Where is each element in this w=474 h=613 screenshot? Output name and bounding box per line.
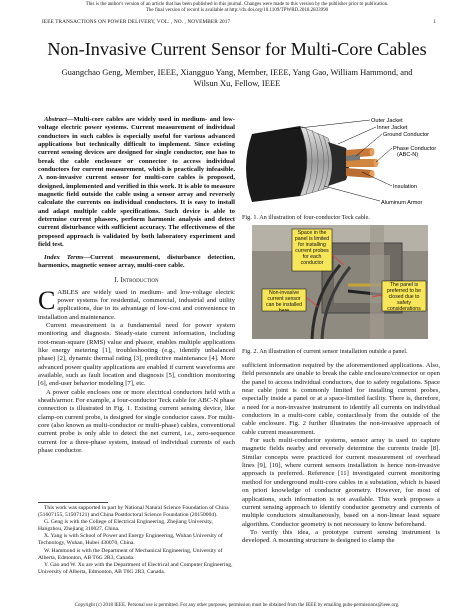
authors-line-2: Wilsun Xu, Fellow, IEEE (193, 78, 281, 88)
section-heading-introduction: I. Introduction (114, 276, 159, 285)
label-aluminum-armor: Aluminum Armor (381, 200, 423, 206)
sensor-install-note: Non-invasive current sensor can be installed here (265, 290, 303, 311)
paper-title: Non-Invasive Current Sensor for Multi-Core Cables (47, 39, 427, 59)
index-terms-label: Index Terms (44, 253, 84, 261)
intro-paragraph-3: A power cable encloses one or more electrical conductors held with a sheath/armor. For example, a four-conductor Teck cable for ABC-N phase connection is illustrated in Fig. 1. Existing current sensing device, like clamp-on current probe, is designed for single conductor cases. For multi-core (also known as multi-conductor or multi-phase) cables, conventional current probe is only able to detect the net current, i.e., zero-sequence current for a three-phase system, instead of individual currents of each phase conductor. (38, 388, 235, 455)
author-list (60, 67, 414, 89)
right-paragraph-2: For such multi-conductor systems, sensor array is used to capture magnetic fields nearby and reversely determine the currents inside [8]. Similar concepts were practiced for current measurement of overhead lines [9], [10], where current sensors installation is hence non-invasive approach is preferred. Reference [11] investigated current monitoring method for underground multi-core cables in a substation, which is based on priori knowledge of conductor geometry. However, for most of applications, such information is not available. This work proposes a current sensing approach to identify conductor geometry and currents of multiple conductors simultaneously, based on a non-linear least square algorithm. Conductor geometry is not necessary to know beforehand. (242, 437, 440, 528)
authors-line-1: Guangchao Geng, Member, IEEE, Xiangguo Yang, Member, IEEE, Yang Gao, William Hammond, and (61, 67, 413, 77)
right-paragraph-3: To verify this idea, a prototype current sensing instrument is developed. A mounting structure is designed to clamp the (242, 528, 440, 545)
notice-line-1: This is the author's version of an article that has been published in this journal. Changes were made to this version by the publisher prior to publication. (85, 2, 389, 7)
publisher-notice (0, 2, 474, 14)
index-terms-text: —Current measurement, disturbance detection, harmonics, magnetic sensor array, multi-core cable. (38, 253, 235, 269)
footnote-yang: X. Yang is with School of Power and Energy Engineering, Wuhan University of Technology, Wuhan, Hubei 430070, China. (38, 533, 223, 547)
footnote-rule (38, 502, 108, 503)
abstract-text: —Multi-core cables are widely used in medium- and low-voltage electric power systems. Current measurement of individual conductors in such cables is especially useful for various advanced applications but technically difficult to implement. Since existing current sensing devices are designed for single conductor, one has to break the cable enclosure or connector to access individual conductors for current measurement, which is practically infeasible. A non-invasive current sensor for multi-core cables is proposed, designed, implemented and verified in this work. It is able to measure magnetic field outside the cable using a sensor array and reversely calculate the currents on individual conductors. It is easy to install and adapt multiple cable specifications. Such device is able to determine current phasors, perform harmonic analysis and detect current disturbance with sufficient accuracy. The effectiveness of the proposed approach is validated by both laboratory experiment and field test. (38, 116, 235, 249)
footnote-hammond: W. Hammond is with the Department of Mechanical Engineering, University of Alberta, Edmonton, AB T6G 2R3, Canada. (38, 547, 223, 561)
figure-2-caption: Fig. 2. An illustration of current sensor installation outside a panel. (242, 348, 408, 355)
space-limited-note: Space in the panel is limited for installing current probes for each conductor (294, 230, 330, 266)
figure-1-caption: Fig. 1. An illustration of four-conductor Teck cable. (242, 214, 370, 221)
phase-conductors-shape (346, 148, 379, 178)
outer-jacket-shape (246, 126, 307, 202)
introduction-body (38, 285, 235, 456)
intro-paragraph-1: CABLES are widely used in medium- and low-voltage electric power systems for residential, commercial, industrial and utility applications, due to its advantage of low-cost and convenience in installation and maintenance. (38, 285, 235, 321)
running-header: IEEE TRANSACTIONS ON POWER DELIVERY, VOL. , NO. , NOVEMBER 2017 (42, 19, 231, 25)
left-column (38, 116, 235, 455)
label-inner-jacket: Inner Jacket (377, 125, 408, 131)
index-terms (38, 254, 235, 271)
footnote-geng: G. Geng is with the College of Electrical Engineering, Zhejiang University, Hangzhou, Zhejiang 310027, China. (38, 519, 213, 533)
label-phase-conductor-sub: (ABC-N) (397, 152, 419, 158)
intro-paragraph-2: Current measurement is a fundamental need for power system monitoring and diagnosis. Steady-state current information, including root-mean-square (RMS) value and phasor, enables multiple applications like energy metering [1], troubleshooting (e.g., identify unbalanced phase) [2], dynamic thermal rating [3], predictive maintenance [4]. More advanced power quality applications are enabled if current waveforms are available, such as fault location and diagnosis [5], condition monitoring [6], end-user behavior modeling [7], etc. (38, 321, 235, 388)
label-ground-conductor: Ground Conductor (383, 132, 430, 138)
copyright-footer: Copyright (c) 2018 IEEE. Personal use is permitted. For any other purposes, permission must be obtained from the IEEE by emailing pubs-permissions@ieee.org. (74, 603, 400, 608)
right-column (242, 362, 440, 546)
drop-cap: C (38, 285, 56, 315)
panel-closed-note: The panel is preferred to be closed due to safety considerations (386, 282, 422, 311)
notice-line-2: The final version of record is available at http://dx.doi.org/10.1109/TPWRD.2018.2833990 (145, 8, 329, 13)
figure-2-panel-photo (252, 225, 428, 339)
label-insulation: Insulation (393, 184, 417, 190)
abstract (38, 116, 235, 250)
label-phase-conductor: Phase Conductor (393, 146, 436, 152)
figure-1-cable-illustration (242, 116, 436, 210)
right-paragraph-1: sufficient information required by the aforementioned applications. Also, field personnels are unable to break the cable enclosure/connector or open the panel to access individual conductors, due to safety regulations. Space near cable joint is commonly limited for installing current probes, especially inside a panel or at a space-limited facility. There is, therefore, a need for a non-invasive instrument to identify all currents on individual conductors in a multi-core cable, contactlessly from the outside of the cable enclosure. Fig. 2 further illustrates the non-invasive approach of cable current measurement. (242, 362, 440, 436)
footnotes (38, 502, 235, 576)
abstract-label: Abstract (44, 116, 67, 123)
page-number: 1 (433, 19, 436, 25)
footnote-gao-xu: Y. Gao and W. Xu are with the Department of Electrical and Computer Engineering, University of Alberta, Edmonton, AB T6G 2R3, Canada. (38, 561, 233, 575)
label-outer-jacket: Outer Jacket (371, 118, 403, 124)
footnote-funding: This work was supported in part by National Natural Science Foundation of China (51607155, 51507121) and China Postdoctoral Science Foundation (20150004). (38, 505, 229, 519)
